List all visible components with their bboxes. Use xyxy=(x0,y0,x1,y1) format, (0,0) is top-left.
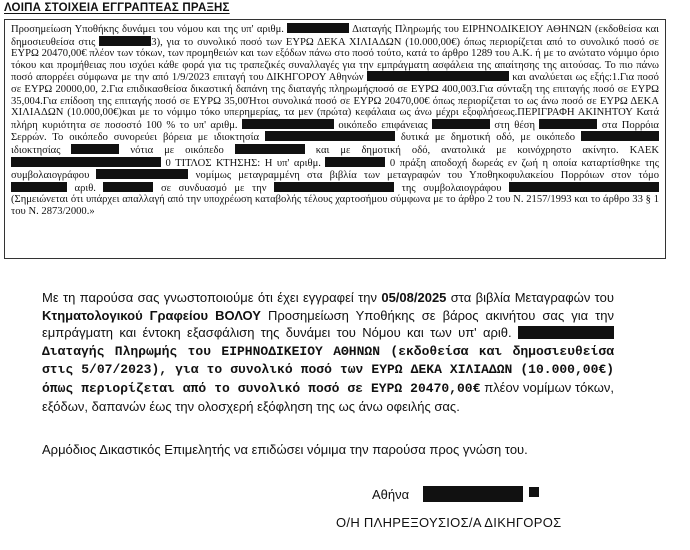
land-registry-office: Κτηματολογικού Γραφείου ΒΟΛΟΥ xyxy=(42,307,261,323)
notice-paragraph xyxy=(42,289,614,415)
redaction xyxy=(287,23,349,33)
redaction xyxy=(423,486,523,502)
box-text: και αναλύεται ως εξής:1.Για ποσό σε ΕΥΡΩ 20000,00, 2.Για επιδικασθείσα δικαστική δαπάνη της διαταγής πληρωμήςποσό σε ΕΥΡΩ 400,003.Για σύνταξη της επιταγής ποσό σε ΕΥΡΩ 35,004.Για επίδοση της επιταγής ποσό σε ΕΥΡΩ 35,00Ήτοι συνολικά ποσό σε ΕΥΡΩ 20470,00€ όπως περιορίζεται το ως άνω ποσό σε ΕΥΡΩ ΔΕΚΑ ΧΙΛΙΑΔΩΝ (10.000,00€)και με το νόμιμο τόκο υπερημερίας, τα μεν (πρώτα) κεφάλαια ως άνω μέχρι εξοφλήσεως.ΠΕΡΙΓΡΑΦΗ ΑΚΙΝΗΤΟΥ Κατά πλήρη κυριότητα σε ποσοστό 100 % το υπ' αριθμ. xyxy=(11,72,659,131)
box-text: ιδιοκτησίας xyxy=(11,144,61,156)
notice-text: στα βιβλία Μεταγραφών του xyxy=(450,290,614,305)
box-text: στα Πορρόια Σερρών. Το οικόπεδο συνορεύει βόρεια με ιδιοκτησία xyxy=(11,119,659,144)
box-text: νότια με οικόπεδο xyxy=(130,144,224,156)
notice-text: πλέον νομίμων τόκων, εξόδων, δαπανών έως την ολοσχερή εξόφληση της ως άνω οφειλής σας. xyxy=(42,379,614,414)
signature-role: Ο/Η ΠΛΗΡΕΞΟΥΣΙΟΣ/Α ΔΙΚΗΓΟΡΟΣ xyxy=(336,515,562,530)
redaction xyxy=(274,182,394,192)
redaction xyxy=(581,131,659,141)
redaction xyxy=(367,71,509,81)
redaction xyxy=(325,157,385,167)
redaction xyxy=(242,119,334,129)
closing-paragraph: Αρμόδιος Δικαστικός Επιμελητής να επιδώσει νόμιμα την παρούσα προς γνώση του. xyxy=(42,442,528,457)
signature-place: Αθήνα xyxy=(372,487,410,502)
redaction xyxy=(432,119,490,129)
redaction xyxy=(539,119,597,129)
box-text: δυτικά με δημοτική οδό, με οικόπεδο xyxy=(400,132,576,144)
box-text: 3), για το συνολικό ποσό των ΕΥΡΩ ΔΕΚΑ ΧΙΛΙΑΔΩΝ (10.000,00€) όπως περιορίζεται από το συνολικό ποσό σε ΕΥΡΩ 20470,00€ πλέον των τόκων, των προμηθειών και των εξόδων πάνω στο ποσό τούτο, κατά το άρθρο 1289 του Α.Κ. ή με το ανώτατο νόμιμο όριο τόκου και προμήθειας που ισχύει κάθε φορά για τις τραπεζικές συναλλαγές για την εμπράγματη ασφάλεια της απαίτησης της αιτούσας. Το πιο πάνω ποσό απορρέει σύμφωνα με την από 1/9/2023 επιταγή του ΔΙΚΗΓΟΡΟΥ Αθηνών xyxy=(11,36,659,84)
box-text: σε συνδυασμό με την xyxy=(160,182,267,194)
redaction xyxy=(529,487,539,497)
box-text: Προσημείωση Υποθήκης δυνάμει του νόμου και της υπ' αριθμ. xyxy=(11,24,284,35)
box-text: (Σημειώνεται ότι υπάρχει απαλλαγή από την υποχρέωση καταβολής τέλους χαρτοσήμου σύμφωνα με το άρθρο 2 του Ν. 2157/1993 και το άρθρο 33 § 1 του Ν. 2873/2000.» xyxy=(11,194,659,217)
signature-place-line xyxy=(372,486,539,502)
redaction xyxy=(11,182,67,192)
redaction xyxy=(11,157,161,167)
box-text: Διαταγής Πληρωμής του ΕΙΡΗΝΟΔΙΚΕΙΟΥ ΑΘΗΝΩΝ (εκδοθείσα και δημοσιευθείσα στις xyxy=(11,24,659,48)
redaction xyxy=(99,36,151,46)
redaction xyxy=(509,182,659,192)
box-text: της συμβολαιογράφου xyxy=(401,182,502,194)
redaction xyxy=(265,131,395,141)
box-text: στη θέση xyxy=(494,119,536,131)
box-text: 0 πράξη αποδοχή δωρεάς εν ζωή η οποία καταρτίσθηκε της συμβολαιογράφου xyxy=(11,157,659,182)
box-text: αριθ. xyxy=(74,182,96,194)
notice-text: Προσημείωση Υποθήκης σε βάρος ακινήτου σας για την εμπράγματη και έντοκη εξασφάλιση της δυνάμει του Νόμου και των υπ' αριθ. xyxy=(42,307,614,341)
box-text: 0 ΤΙΤΛΟΣ ΚΤΗΣΗΣ: Η υπ' αριθμ. xyxy=(165,157,321,169)
redaction xyxy=(103,182,153,192)
registration-details-box xyxy=(4,19,666,259)
redaction xyxy=(96,169,188,179)
redaction xyxy=(71,144,119,154)
box-text: νομίμως μεταγραμμένη στα βιβλία των μεταγραφών του Υποθηκοφυλακείου Πορρόιων στον τόμο xyxy=(195,170,659,182)
redaction xyxy=(518,326,614,339)
redaction xyxy=(235,144,305,154)
registration-date: 05/08/2025 xyxy=(381,290,447,305)
box-text: και με δημοτική οδό, ανατολικά με κοινόχρηστο ακίνητο. ΚΑΕΚ xyxy=(315,144,659,156)
payment-order-details: Διαταγής Πληρωμής του ΕΙΡΗΝΟΔΙΚΕΙΟΥ ΑΘΗΝΩΝ (εκδοθείσα και δημοσιευθείσα στις 5/07/2023), για το συνολικό ποσό των ΕΥΡΩ ΔΕΚΑ ΧΙΛΙΑΔΩΝ (10.000,00€) όπως περιορίζεται από το συνολικό ποσό σε ΕΥΡΩ 20470,00€ xyxy=(42,343,614,396)
notice-text: Με τη παρούσα σας γνωστοποιούμε ότι έχει εγγραφεί την xyxy=(42,290,377,305)
section-heading: ΛΟΙΠΑ ΣΤΟΙΧΕΙΑ ΕΓΓΡΑΠΤΕΑΣ ΠΡΑΞΗΣ xyxy=(4,2,230,14)
box-text: οικόπεδο επιφάνειας xyxy=(338,119,428,131)
